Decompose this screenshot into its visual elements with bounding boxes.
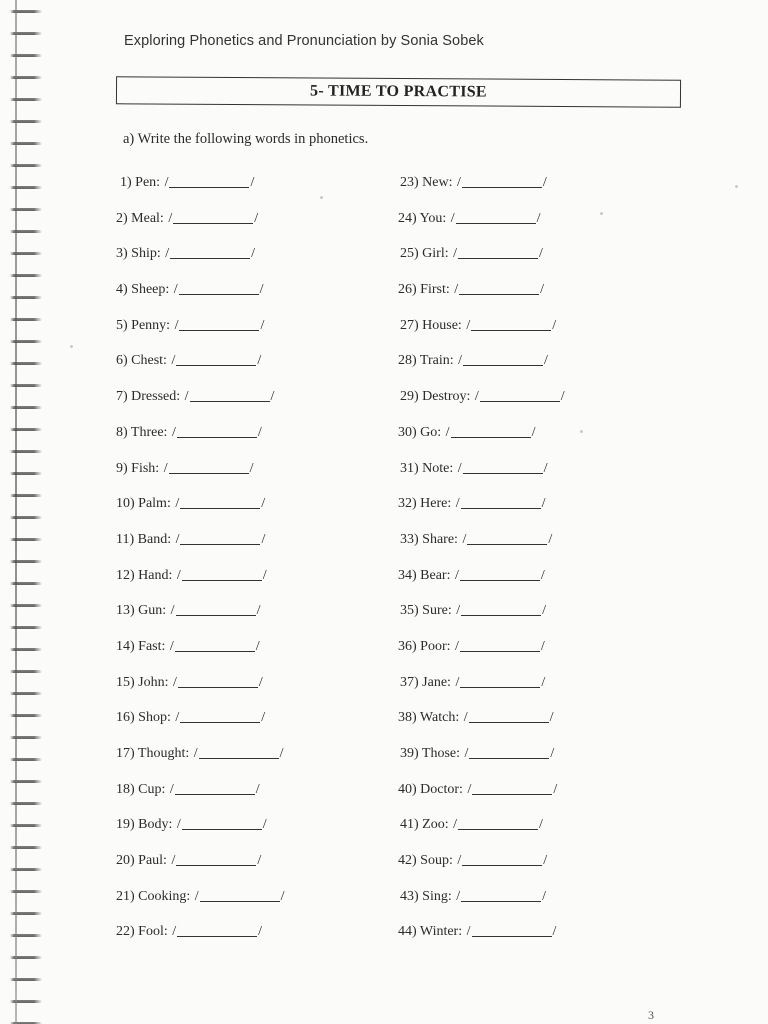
slash-open: /: [193, 746, 198, 761]
word-label: 31) Note:: [400, 460, 454, 476]
slash-open: /: [173, 674, 177, 690]
word-label: 40) Doctor:: [398, 781, 463, 797]
exercise-item: [116, 814, 286, 850]
word-label: 13) Gun:: [116, 603, 167, 619]
slash-close: /: [541, 674, 546, 690]
exercise-item: [398, 172, 566, 208]
answer-blank[interactable]: [180, 494, 260, 509]
slash-open: /: [455, 496, 460, 512]
slash-close: /: [262, 567, 267, 583]
exercise-item: [116, 850, 286, 886]
slash-open: /: [184, 389, 189, 405]
exercise-item: [116, 208, 286, 244]
slash-open: /: [164, 175, 169, 190]
slash-open: /: [462, 531, 467, 547]
slash-close: /: [251, 246, 256, 262]
exercise-item: [398, 850, 566, 886]
exercise-item: [398, 779, 566, 815]
word-label: 39) Those:: [400, 746, 461, 761]
slash-open: /: [464, 746, 469, 761]
answer-blank[interactable]: [463, 459, 543, 474]
word-label: 2) Meal:: [116, 210, 164, 226]
answer-blank[interactable]: [180, 530, 260, 545]
slash-close: /: [270, 389, 275, 405]
section-title: 5- TIME TO PRACTISE: [310, 82, 487, 101]
exercise-item: [398, 707, 566, 743]
slash-open: /: [456, 603, 461, 619]
slash-close: /: [249, 460, 254, 476]
spiral-binding: [0, 0, 44, 1024]
slash-close: /: [262, 817, 267, 833]
word-label: 9) Fish:: [116, 460, 160, 476]
word-label: 12) Hand:: [116, 567, 173, 583]
answer-blank[interactable]: [176, 601, 256, 616]
word-label: 23) New:: [400, 175, 453, 190]
word-label: 1) Pen:: [120, 175, 161, 190]
slash-open: /: [463, 710, 468, 726]
exercise-item: [398, 921, 566, 957]
slash-open: /: [170, 603, 175, 619]
slash-open: /: [467, 781, 472, 797]
slash-close: /: [255, 638, 260, 654]
word-label: 32) Here:: [398, 496, 452, 512]
answer-blank[interactable]: [179, 280, 259, 295]
slash-open: /: [175, 496, 180, 512]
answer-blank[interactable]: [472, 780, 552, 795]
slash-open: /: [466, 317, 471, 333]
slash-close: /: [536, 210, 541, 226]
answer-blank[interactable]: [170, 244, 250, 259]
answer-blank[interactable]: [180, 708, 260, 723]
slash-close: /: [261, 496, 266, 512]
slash-open: /: [163, 460, 168, 476]
exercise-item: [398, 208, 566, 244]
exercise-item: [116, 172, 286, 208]
exercise-item: [116, 707, 286, 743]
word-label: 22) Fool:: [116, 924, 168, 940]
exercise-item: [398, 350, 566, 386]
slash-open: /: [454, 282, 459, 298]
word-label: 25) Girl:: [400, 246, 449, 262]
slash-open: /: [169, 638, 174, 654]
slash-close: /: [540, 567, 545, 583]
exercise-item: [116, 921, 286, 957]
exercise-item: [116, 779, 286, 815]
slash-open: /: [445, 424, 450, 440]
exercise-item: [116, 636, 286, 672]
answer-blank[interactable]: [175, 780, 255, 795]
exercise-instruction: a) Write the following words in phonetics.: [123, 131, 369, 147]
answer-blank[interactable]: [200, 887, 280, 902]
word-label: 35) Sure:: [400, 603, 452, 619]
slash-close: /: [539, 246, 543, 262]
exercise-item: [116, 600, 286, 636]
slash-open: /: [165, 246, 170, 262]
word-label: 41) Zoo:: [400, 817, 449, 833]
exercise-item: [398, 386, 566, 422]
paper-speck: [320, 196, 323, 199]
answer-blank[interactable]: [462, 851, 542, 866]
slash-close: /: [560, 389, 565, 405]
exercise-item: [398, 636, 566, 672]
answer-blank[interactable]: [461, 601, 541, 616]
word-label: 6) Chest:: [116, 353, 167, 369]
answer-blank[interactable]: [176, 851, 256, 866]
word-label: 19) Body:: [116, 817, 173, 833]
answer-blank[interactable]: [456, 209, 536, 224]
paper-speck: [600, 212, 603, 215]
answer-blank[interactable]: [467, 530, 547, 545]
slash-close: /: [552, 924, 557, 940]
slash-open: /: [455, 638, 459, 654]
exercise-item: [116, 743, 286, 779]
slash-close: /: [540, 282, 545, 298]
answer-blank[interactable]: [462, 173, 542, 188]
exercise-item: [398, 529, 566, 565]
answer-blank[interactable]: [461, 494, 541, 509]
paper-speck: [580, 430, 583, 433]
binding-edge: [15, 0, 17, 1024]
word-label: 34) Bear:: [398, 567, 451, 583]
exercise-item: [116, 565, 286, 601]
answer-blank[interactable]: [461, 887, 541, 902]
exercise-item: [398, 243, 566, 279]
slash-close: /: [250, 175, 255, 190]
slash-open: /: [457, 460, 462, 476]
slash-open: /: [453, 817, 457, 833]
word-label: 5) Penny:: [116, 317, 171, 333]
word-label: 8) Three:: [116, 424, 168, 440]
slash-close: /: [260, 317, 265, 333]
answer-blank[interactable]: [178, 673, 258, 688]
slash-close: /: [258, 924, 263, 940]
slash-close: /: [543, 853, 548, 869]
exercise-item: [116, 529, 286, 565]
slash-close: /: [540, 638, 545, 654]
slash-close: /: [261, 531, 266, 547]
answer-blank[interactable]: [177, 922, 257, 937]
word-label: 29) Destroy:: [400, 389, 471, 405]
exercise-item: [116, 350, 286, 386]
answer-blank[interactable]: [458, 244, 538, 259]
word-label: 18) Cup:: [116, 781, 166, 797]
slash-close: /: [553, 781, 558, 797]
slash-close: /: [257, 424, 262, 440]
word-label: 37) Jane:: [400, 674, 451, 690]
answer-blank[interactable]: [469, 708, 549, 723]
answer-blank[interactable]: [190, 387, 270, 402]
slash-close: /: [256, 603, 261, 619]
answer-blank[interactable]: [460, 673, 540, 688]
slash-close: /: [542, 175, 547, 190]
word-label: 27) House:: [400, 317, 462, 333]
answer-blank[interactable]: [179, 316, 259, 331]
answer-blank[interactable]: [459, 280, 539, 295]
slash-open: /: [453, 246, 457, 262]
slash-close: /: [550, 746, 555, 761]
exercise-item: [398, 565, 566, 601]
slash-open: /: [474, 389, 479, 405]
word-label: 36) Poor:: [398, 638, 451, 654]
word-label: 3) Ship:: [116, 246, 161, 262]
slash-close: /: [261, 710, 266, 726]
answer-blank[interactable]: [471, 316, 551, 331]
slash-open: /: [171, 853, 176, 869]
answer-blank[interactable]: [472, 922, 552, 937]
slash-open: /: [173, 282, 178, 298]
exercise-item: [398, 600, 566, 636]
slash-close: /: [548, 531, 553, 547]
word-label: 42) Soup:: [398, 853, 453, 869]
exercise-item: [398, 279, 566, 315]
exercise-item: [398, 814, 566, 850]
word-label: 44) Winter:: [398, 924, 463, 940]
slash-open: /: [172, 924, 177, 940]
slash-open: /: [176, 817, 181, 833]
slash-open: /: [171, 353, 176, 369]
answer-blank[interactable]: [169, 459, 249, 474]
slash-open: /: [175, 710, 180, 726]
word-label: 7) Dressed:: [116, 389, 181, 405]
slash-open: /: [457, 175, 461, 190]
word-label: 16) Shop:: [116, 710, 171, 726]
page-mark: 3: [648, 1008, 654, 1022]
exercise-item: [116, 886, 286, 922]
word-label: 38) Watch:: [398, 710, 460, 726]
slash-close: /: [259, 282, 264, 298]
word-label: 10) Palm:: [116, 496, 171, 512]
answer-blank[interactable]: [175, 637, 255, 652]
word-label: 28) Train:: [398, 353, 454, 369]
answer-blank[interactable]: [469, 744, 549, 759]
word-label: 4) Sheep:: [116, 282, 170, 298]
slash-open: /: [194, 888, 199, 904]
answer-blank[interactable]: [173, 209, 253, 224]
slash-close: /: [542, 603, 546, 619]
slash-open: /: [176, 567, 181, 583]
answer-blank[interactable]: [182, 566, 262, 581]
word-label: 33) Share:: [400, 531, 458, 547]
section-title-box: [116, 76, 681, 107]
exercise-item: [116, 243, 286, 279]
slash-open: /: [450, 210, 455, 226]
answer-blank[interactable]: [460, 566, 540, 581]
answer-blank[interactable]: [176, 351, 256, 366]
slash-open: /: [171, 424, 176, 440]
slash-close: /: [552, 317, 557, 333]
slash-close: /: [255, 781, 260, 797]
word-label: 21) Cooking:: [116, 888, 191, 904]
answer-blank[interactable]: [463, 351, 543, 366]
word-label: 43) Sing:: [400, 888, 452, 904]
exercise-item: [116, 386, 286, 422]
exercise-item: [398, 886, 566, 922]
slash-close: /: [541, 496, 546, 512]
slash-close: /: [257, 853, 262, 869]
paper-speck: [70, 345, 73, 348]
word-label: 14) Fast:: [116, 638, 166, 654]
exercise-item: [398, 493, 566, 529]
exercise-item: [398, 315, 566, 351]
answer-blank[interactable]: [182, 815, 262, 830]
slash-close: /: [542, 888, 547, 904]
exercise-item: [116, 458, 286, 494]
word-label: 24) You:: [398, 210, 447, 226]
exercise-item: [398, 458, 566, 494]
slash-close: /: [279, 746, 284, 761]
slash-open: /: [169, 781, 174, 797]
slash-close: /: [280, 888, 285, 904]
slash-open: /: [174, 317, 179, 333]
exercise-item: [398, 672, 566, 708]
answer-blank[interactable]: [458, 815, 538, 830]
exercise-item: [116, 315, 286, 351]
exercise-item: [116, 422, 286, 458]
answer-blank[interactable]: [480, 387, 560, 402]
slash-open: /: [458, 353, 463, 369]
slash-close: /: [254, 210, 259, 226]
slash-close: /: [257, 353, 262, 369]
paper-speck: [735, 185, 738, 188]
word-label: 30) Go:: [398, 424, 442, 440]
slash-close: /: [543, 460, 548, 476]
slash-open: /: [457, 853, 462, 869]
slash-open: /: [466, 924, 471, 940]
slash-close: /: [531, 424, 536, 440]
word-label: 11) Band:: [116, 531, 172, 547]
slash-open: /: [168, 210, 173, 226]
answer-blank[interactable]: [199, 744, 279, 759]
word-label: 26) First:: [398, 282, 450, 298]
slash-close: /: [544, 353, 548, 369]
document-header: Exploring Phonetics and Pronunciation by Sonia Sobek: [124, 33, 484, 49]
slash-close: /: [549, 710, 554, 726]
slash-open: /: [455, 674, 460, 690]
slash-open: /: [175, 531, 180, 547]
slash-close: /: [258, 674, 263, 690]
slash-open: /: [454, 567, 459, 583]
exercise-item: [116, 672, 286, 708]
word-label: 15) John:: [116, 674, 169, 690]
answer-blank[interactable]: [451, 423, 531, 438]
word-list-left: [116, 172, 286, 957]
word-label: 17) Thought:: [116, 746, 190, 761]
answer-blank[interactable]: [169, 173, 249, 188]
answer-blank[interactable]: [177, 423, 257, 438]
exercise-item: [116, 279, 286, 315]
exercise-item: [398, 743, 566, 779]
exercise-item: [116, 493, 286, 529]
slash-open: /: [456, 888, 461, 904]
slash-close: /: [539, 817, 543, 833]
word-label: 20) Paul:: [116, 853, 167, 869]
word-list-right: [398, 172, 566, 957]
answer-blank[interactable]: [460, 637, 540, 652]
exercise-item: [398, 422, 566, 458]
